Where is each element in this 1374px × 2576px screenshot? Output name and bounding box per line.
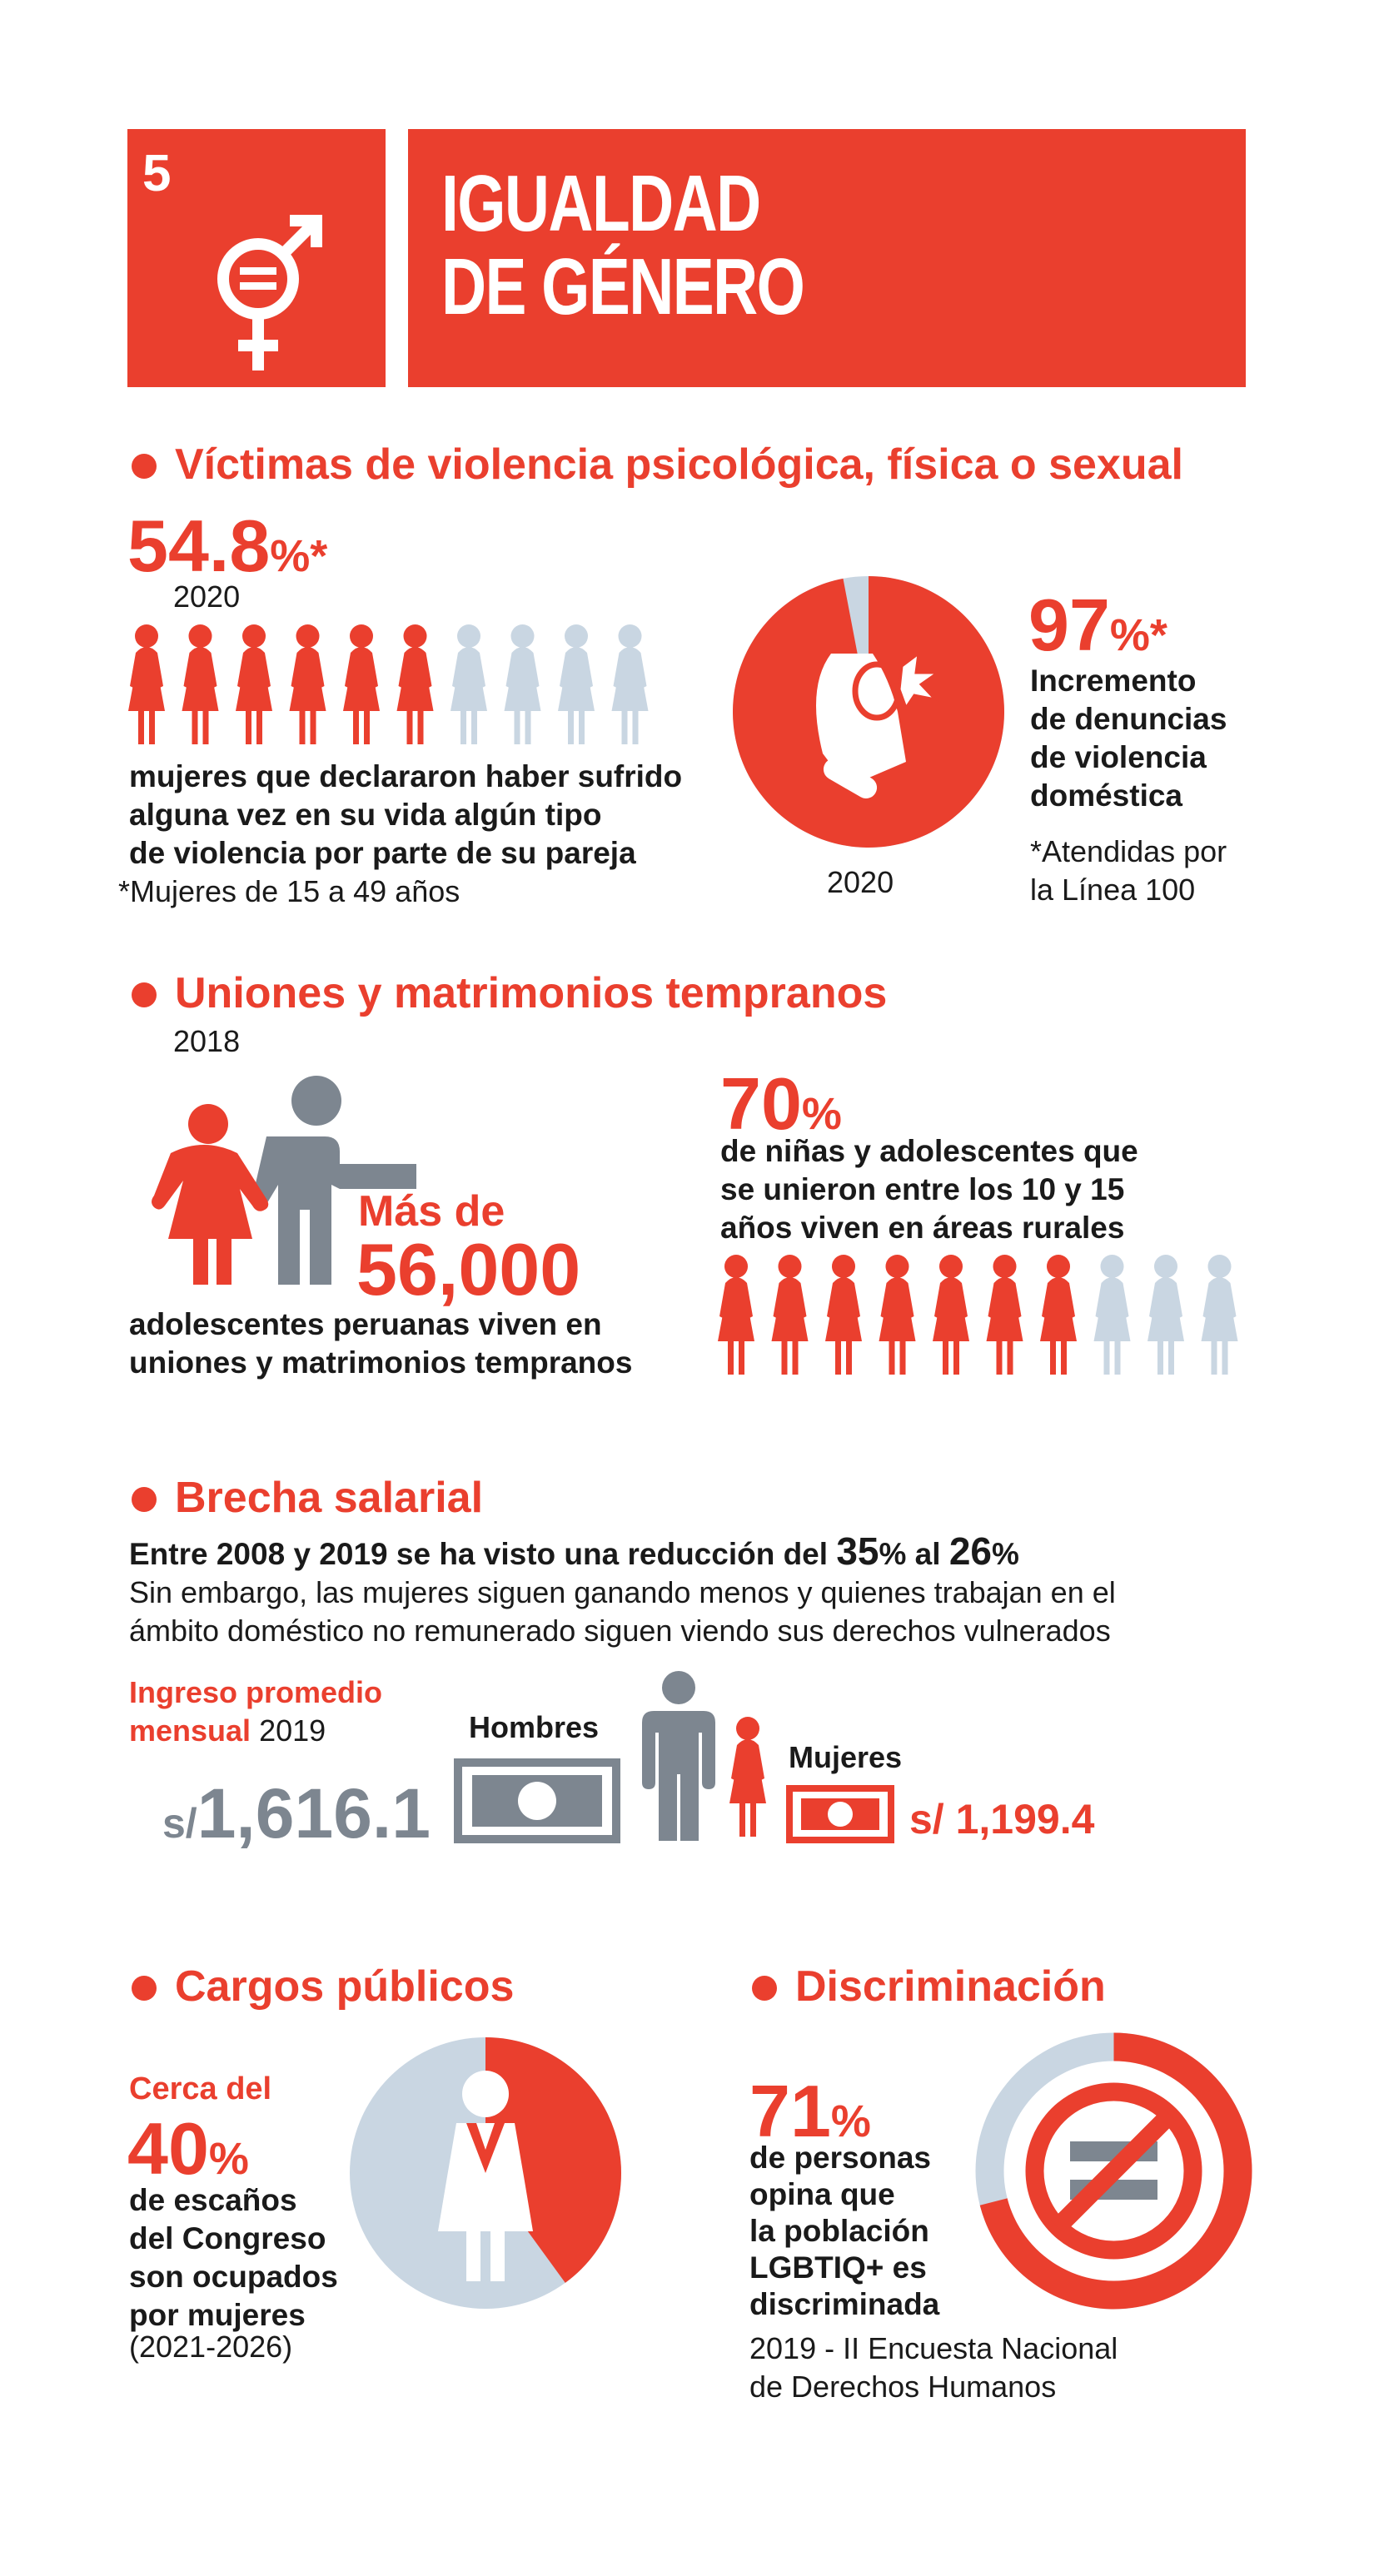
woman-icon-muted (612, 624, 649, 744)
increase-stat (1028, 583, 1167, 668)
women-icon-row (123, 623, 665, 748)
woman-icon-muted (1202, 1255, 1238, 1375)
rural-value: 70 (720, 1062, 802, 1145)
salary-body-line2: ámbito doméstico no remunerado siguen viendo sus derechos vulnerados (129, 1614, 1111, 1648)
unions-desc-line1: adolescentes peruanas viven en (129, 1307, 602, 1341)
discrimination-line3: la población (749, 2214, 929, 2248)
public-office-suffix: % (208, 2134, 249, 2184)
discrimination-value: 71 (749, 2070, 831, 2152)
woman-icon-muted (1094, 1255, 1131, 1375)
income-label-line1: Ingreso promedio (129, 1675, 383, 1709)
violence-stat (127, 504, 327, 589)
public-office-description (129, 2181, 338, 2335)
goal-number: 5 (142, 145, 172, 202)
income-year: 2019 (259, 1713, 326, 1748)
salary-heading: Brecha salarial (175, 1474, 484, 1522)
increase-value: 97 (1028, 584, 1110, 666)
unions-description (129, 1305, 632, 1382)
increase-note (1030, 833, 1227, 909)
violence-pie-chart (731, 574, 1006, 849)
public-office-heading: Cargos públicos (175, 1962, 515, 2011)
congress-pie-chart (348, 2036, 623, 2310)
rural-line3: años viven en áreas rurales (720, 1211, 1125, 1245)
women-banknote-icon (786, 1785, 894, 1843)
woman-icon-highlighted (397, 624, 434, 744)
violence-description (129, 758, 682, 873)
woman-icon-highlighted (933, 1255, 969, 1375)
violence-stat-suffix: %* (270, 531, 328, 581)
woman-icon-highlighted (128, 624, 165, 744)
section-bullet (132, 454, 157, 479)
goal-icon-tile (127, 129, 386, 387)
men-income-value: 1,616.1 (197, 1774, 431, 1852)
public-office-line4: por mujeres (129, 2298, 306, 2332)
income-label (129, 1673, 382, 1750)
salary-lead-from: 35 (836, 1529, 879, 1573)
woman-icon-highlighted (1040, 1255, 1077, 1375)
increase-line3: de violencia (1030, 740, 1207, 774)
discrimination-line2: opina que (749, 2177, 895, 2211)
salary-body-line1: Sin embargo, las mujeres siguen ganando menos y quienes trabajan en el (129, 1575, 1116, 1609)
women-currency: s/ (909, 1796, 944, 1842)
woman-icon-muted (451, 624, 487, 744)
men-label: Hombres (469, 1710, 600, 1744)
public-office-line1: de escaños (129, 2183, 297, 2217)
increase-note-line1: *Atendidas por (1030, 834, 1227, 868)
public-office-stat (127, 2106, 249, 2191)
salary-lead-to: 26 (948, 1529, 992, 1573)
unions-more-than: Más de (358, 1187, 505, 1236)
increase-line2: de denuncias (1030, 702, 1227, 736)
section-bullet (132, 1487, 157, 1512)
violence-footnote: *Mujeres de 15 a 49 años (118, 874, 460, 908)
salary-body (129, 1574, 1116, 1650)
unions-desc-line2: uniones y matrimonios tempranos (129, 1345, 633, 1380)
income-label-line2: mensual (129, 1713, 251, 1748)
discrimination-line4: LGBTIQ+ es (749, 2250, 927, 2285)
discrimination-source-line1: 2019 - II Encuesta Nacional (749, 2331, 1118, 2365)
woman-icon-highlighted (772, 1255, 809, 1375)
increase-line4: doméstica (1030, 778, 1183, 813)
section-bullet (752, 1976, 777, 2001)
woman-icon-highlighted (343, 624, 380, 744)
salary-lead (129, 1529, 1019, 1574)
increase-line1: Incremento (1030, 664, 1197, 698)
unions-heading: Uniones y matrimonios tempranos (175, 969, 888, 1017)
rural-line2: se unieron entre los 10 y 15 (720, 1172, 1125, 1206)
woman-icon-highlighted (182, 624, 219, 744)
woman-icon-highlighted (290, 624, 326, 744)
men-income (162, 1773, 431, 1854)
woman-icon-highlighted (825, 1255, 862, 1375)
violence-desc-line3: de violencia por parte de su pareja (129, 836, 636, 870)
woman-icon-muted (558, 624, 595, 744)
woman-figure-icon (723, 1715, 773, 1844)
woman-figure (729, 1717, 766, 1837)
public-office-near: Cerca del (129, 2071, 272, 2106)
public-office-period: (2021-2026) (129, 2330, 293, 2364)
woman-icon-highlighted (236, 624, 272, 744)
women-income-value: 1,199.4 (955, 1796, 1095, 1842)
discrimination-donut-chart (974, 2031, 1253, 2310)
public-office-line2: del Congreso (129, 2221, 326, 2255)
violence-stat-value: 54.8 (127, 505, 271, 587)
girl-figure (152, 1104, 268, 1285)
discrimination-suffix: % (830, 2096, 871, 2146)
unions-count: 56,000 (356, 1228, 581, 1310)
salary-lead-text: Entre 2008 y 2019 se ha visto una reducción del (129, 1537, 837, 1571)
goal-title (441, 159, 804, 331)
gender-equality-icon (207, 212, 340, 379)
discrimination-heading: Discriminación (795, 1962, 1106, 2011)
woman-icon-highlighted (718, 1255, 754, 1375)
goal-title-line2: DE GÉNERO (441, 242, 804, 331)
violence-heading: Víctimas de violencia psicológica, física o sexual (175, 440, 1183, 489)
discrimination-source (749, 2330, 1118, 2406)
men-banknote-icon (454, 1758, 620, 1843)
violence-desc-line1: mujeres que declararon haber sufrido (129, 759, 683, 793)
men-currency: s/ (162, 1800, 197, 1847)
rural-line1: de niñas y adolescentes que (720, 1134, 1138, 1168)
discrimination-line1: de personas (749, 2141, 931, 2175)
increase-description (1030, 662, 1227, 815)
section-bullet (132, 982, 157, 1007)
girls-icon-row (713, 1253, 1254, 1378)
section-bullet (132, 1976, 157, 2001)
violence-pie-year: 2020 (827, 865, 894, 899)
public-office-line3: son ocupados (129, 2260, 338, 2294)
woman-icon-muted (505, 624, 541, 744)
goal-title-line1: IGUALDAD (441, 159, 760, 248)
discrimination-description (749, 2140, 939, 2323)
goal-title-banner (408, 129, 1246, 387)
woman-icon-highlighted (879, 1255, 916, 1375)
violence-year: 2020 (173, 579, 241, 614)
man-figure-icon (637, 1669, 720, 1848)
woman-icon-highlighted (987, 1255, 1023, 1375)
rural-suffix: % (801, 1089, 842, 1139)
unions-year: 2018 (173, 1024, 241, 1058)
rural-description (720, 1132, 1138, 1247)
public-office-value: 40 (127, 2107, 209, 2190)
women-label: Mujeres (789, 1740, 903, 1774)
increase-note-line2: la Línea 100 (1030, 873, 1196, 907)
increase-suffix: %* (1109, 610, 1167, 660)
women-income (909, 1795, 1094, 1843)
discrimination-source-line2: de Derechos Humanos (749, 2370, 1057, 2404)
violence-desc-line2: alguna vez en su vida algún tipo (129, 798, 602, 832)
salary-lead-end: % (992, 1537, 1019, 1571)
discrimination-line5: discriminada (749, 2287, 940, 2321)
woman-icon-muted (1147, 1255, 1184, 1375)
salary-lead-mid: % al (879, 1537, 949, 1571)
